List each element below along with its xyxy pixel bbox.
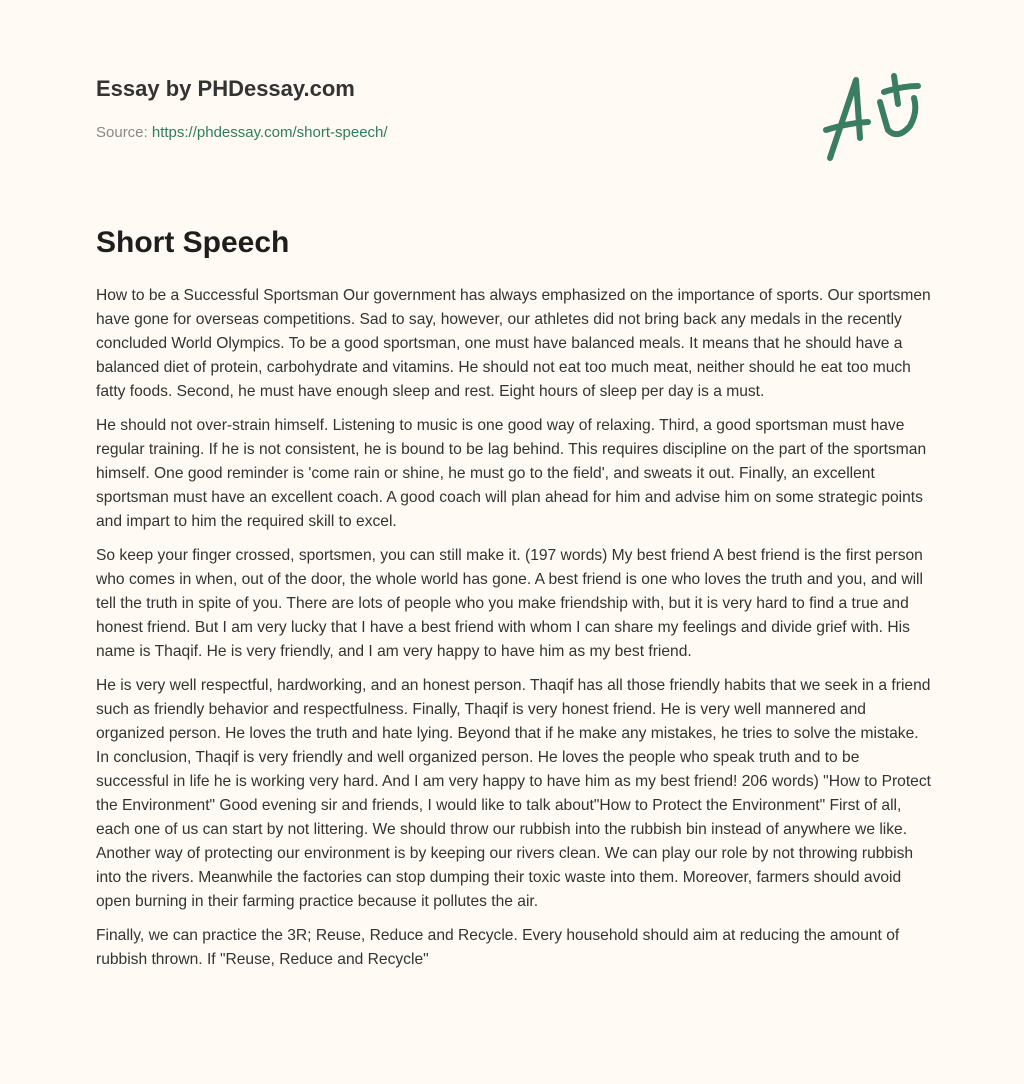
essay-paragraph: He should not over-strain himself. Listening to music is one good way of relaxing. Third, a good sportsman must have regular training. If he is not consistent, he is bound to be lag behind. This requires discipline on the part of the sportsman himself. One good reminder is 'come rain or shine, he must go to the field', and sweats it out. Finally, an excellent sportsman must have an excellent coach. A good coach will plan ahead for him and advise him on some strategic points and impart to him the required skill to excel.: [96, 417, 927, 530]
source-line: [96, 124, 388, 141]
essay-paragraph: So keep your finger crossed, sportsmen, you can still make it. (197 words) My best friend A best friend is the first person who comes in when, out of the door, the whole world has gone. A best friend is one who loves the truth and you, and will tell the truth in spite of you. There are lots of people who you make friendship with, but it is very hard to find a true and honest friend. But I am very lucky that I have a best friend with whom I can share my feelings and divide grief with. His name is Thaqif. He is very friendly, and I am very happy to have him as my best friend.: [96, 547, 923, 660]
essay-paragraph: How to be a Successful Sportsman Our government has always emphasized on the importance of sports. Our sportsmen have gone for overseas competitions. Sad to say, however, our athletes did not bring back any medals in the recently concluded World Olympics. To be a good sportsman, one must have balanced meals. It means that he should have a balanced diet of protein, carbohydrate and vitamins. He should not eat too much meat, neither should he eat too much fatty foods. Second, he must have enough sleep and rest. Eight hours of sleep per day is a must.: [96, 287, 931, 400]
site-title: Essay by PHDessay.com: [96, 76, 355, 101]
a-plus-logo-icon: [818, 68, 928, 168]
essay-paragraph: He is very well respectful, hardworking, and an honest person. Thaqif has all those friendly habits that we seek in a friend such as friendly behavior and respectfulness. Finally, Thaqif is very honest friend. He is very well mannered and organized person. He loves the truth and hate lying. Beyond that if he make any mistakes, he tries to solve the mistake. In conclusion, Thaqif is very friendly and well organized person. He loves the people who speak truth and to be successful in life he is working very hard. And I am very happy to have him as my best friend! 206 words) "How to Protect the Environment" Good evening sir and friends, I would like to talk about"How to Protect the Environment" First of all, each one of us can start by not littering. We should throw our rubbish into the rubbish bin instead of anywhere we like. Another way of protecting our environment is by keeping our rivers clean. We can play our role by not throwing rubbish into the rivers. Meanwhile the factories can stop dumping their toxic waste into them. Moreover, farmers should avoid open burning in their farming practice because it pollutes the air.: [96, 677, 931, 910]
essay-body: [96, 284, 932, 982]
source-link[interactable]: https://phdessay.com/short-speech/: [151, 124, 388, 141]
essay-title: Short Speech: [96, 226, 290, 259]
source-label: Source:: [96, 124, 148, 141]
essay-paragraph: Finally, we can practice the 3R; Reuse, Reduce and Recycle. Every household should aim at reducing the amount of rubbish thrown. If "Reuse, Reduce and Recycle": [96, 927, 900, 968]
